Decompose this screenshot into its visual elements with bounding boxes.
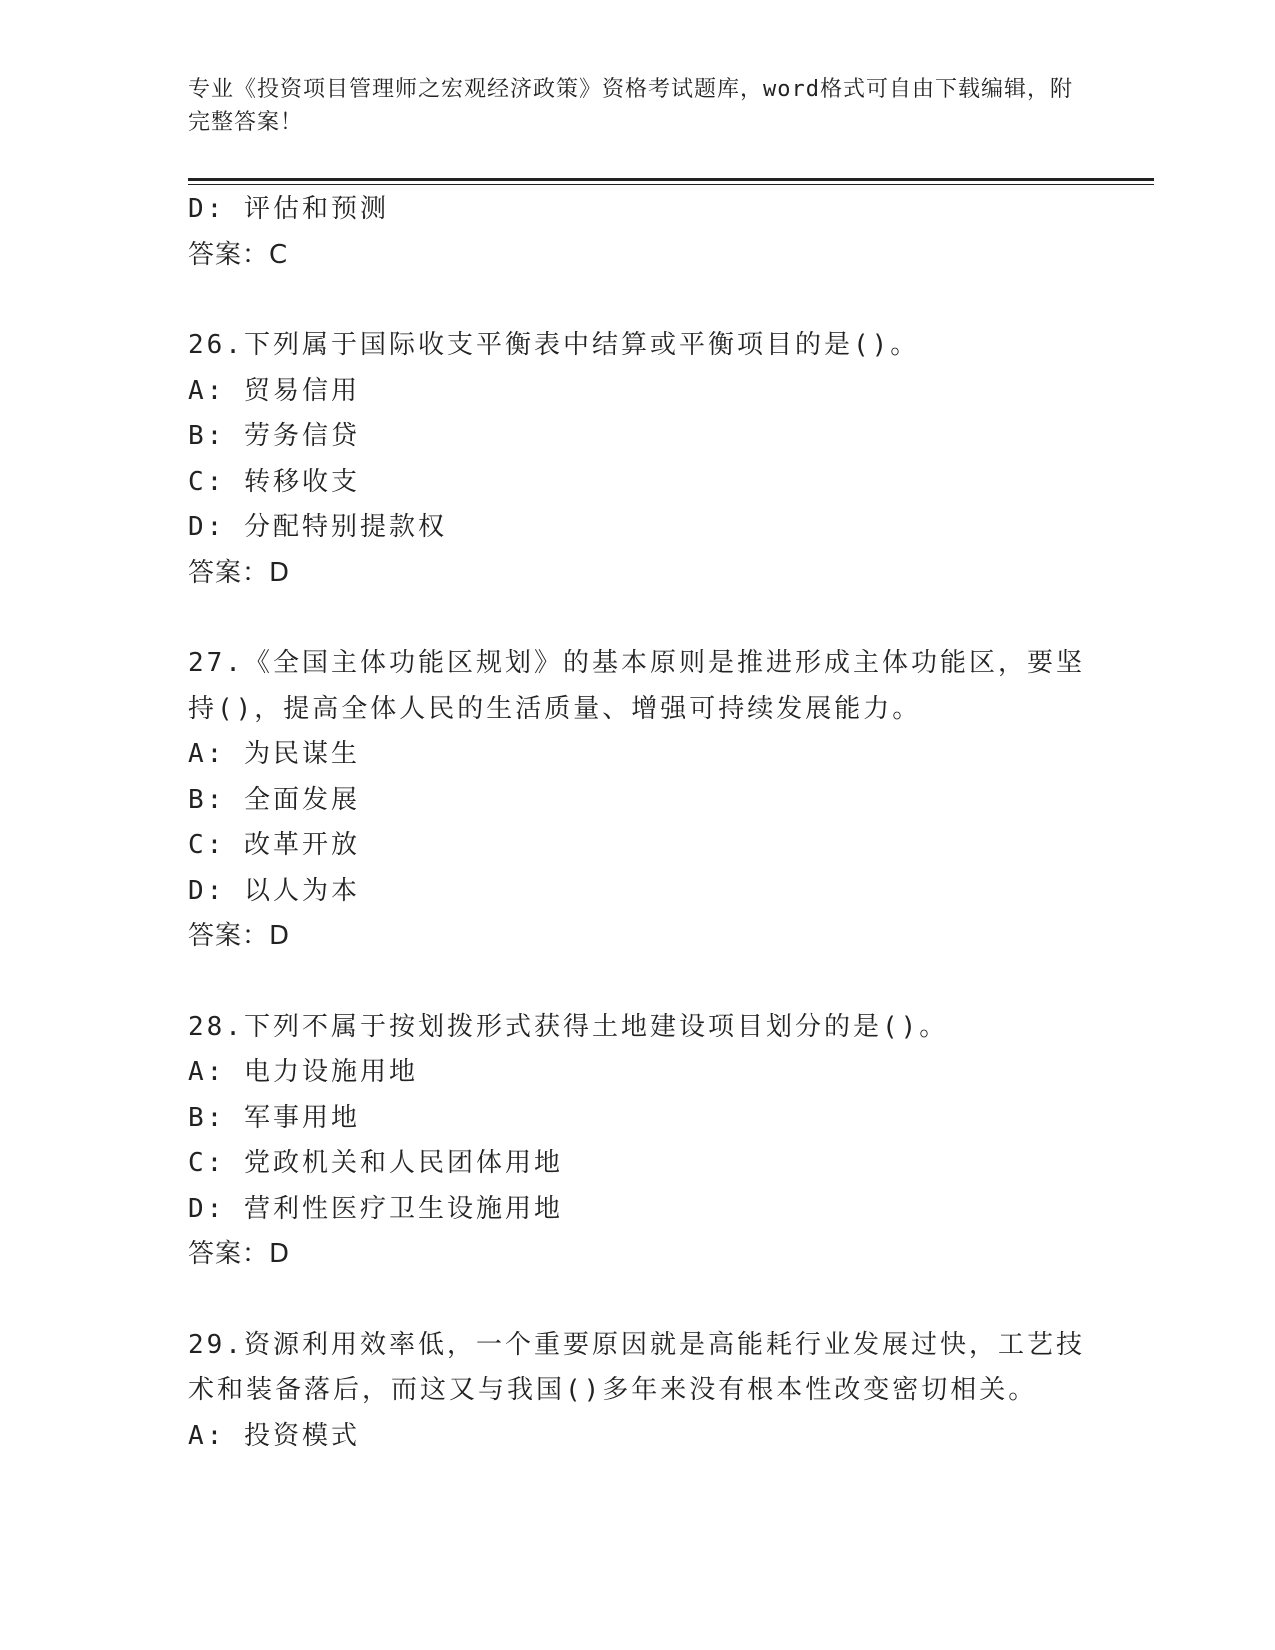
prev-question-option-d: D: 评估和预测 xyxy=(188,194,389,224)
option-b: B: 全面发展 xyxy=(188,784,360,815)
question-list xyxy=(188,187,1088,1459)
answer: 答案：D xyxy=(188,557,291,588)
prev-question-answer: 答案：C xyxy=(188,239,289,270)
question-stem: 28.下列不属于按划拨形式获得土地建设项目划分的是()。 xyxy=(188,1011,949,1042)
question-27 xyxy=(188,641,1088,960)
question-29 xyxy=(188,1323,1088,1460)
header-divider-thick xyxy=(188,178,1154,181)
option-a: A: 为民谋生 xyxy=(188,739,360,769)
question-26 xyxy=(188,323,1088,596)
option-d: D: 营利性医疗卫生设施用地 xyxy=(188,1193,563,1224)
option-b: B: 军事用地 xyxy=(188,1102,360,1133)
question-stem: 29.资源利用效率低，一个重要原因就是高能耗行业发展过快，工艺技术和装备落后，而这又与我国()多年来没有根本性改变密切相关。 xyxy=(188,1329,1085,1405)
answer: 答案：D xyxy=(188,921,291,951)
option-a: A: 贸易信用 xyxy=(188,375,360,406)
option-b: B: 劳务信贷 xyxy=(188,421,360,451)
header-divider-thin xyxy=(188,184,1154,185)
option-a: A: 电力设施用地 xyxy=(188,1057,418,1087)
option-c: C: 党政机关和人民团体用地 xyxy=(188,1148,563,1178)
option-c: C: 转移收支 xyxy=(188,466,360,497)
option-d: D: 以人为本 xyxy=(188,875,360,906)
option-d: D: 分配特别提款权 xyxy=(188,512,447,542)
document-header: 专业《投资项目管理师之宏观经济政策》资格考试题库，word格式可自由下载编辑，附完整答案！ xyxy=(188,77,1073,135)
question-stem: 27.《全国主体功能区规划》的基本原则是推进形成主体功能区，要坚持()，提高全体人民的生活质量、增强可持续发展能力。 xyxy=(188,648,1085,724)
question-stem: 26.下列属于国际收支平衡表中结算或平衡项目的是()。 xyxy=(188,330,920,360)
option-c: C: 改革开放 xyxy=(188,830,360,860)
question-28 xyxy=(188,1005,1088,1278)
answer: 答案：D xyxy=(188,1239,291,1269)
option-a: A: 投资模式 xyxy=(188,1420,360,1451)
